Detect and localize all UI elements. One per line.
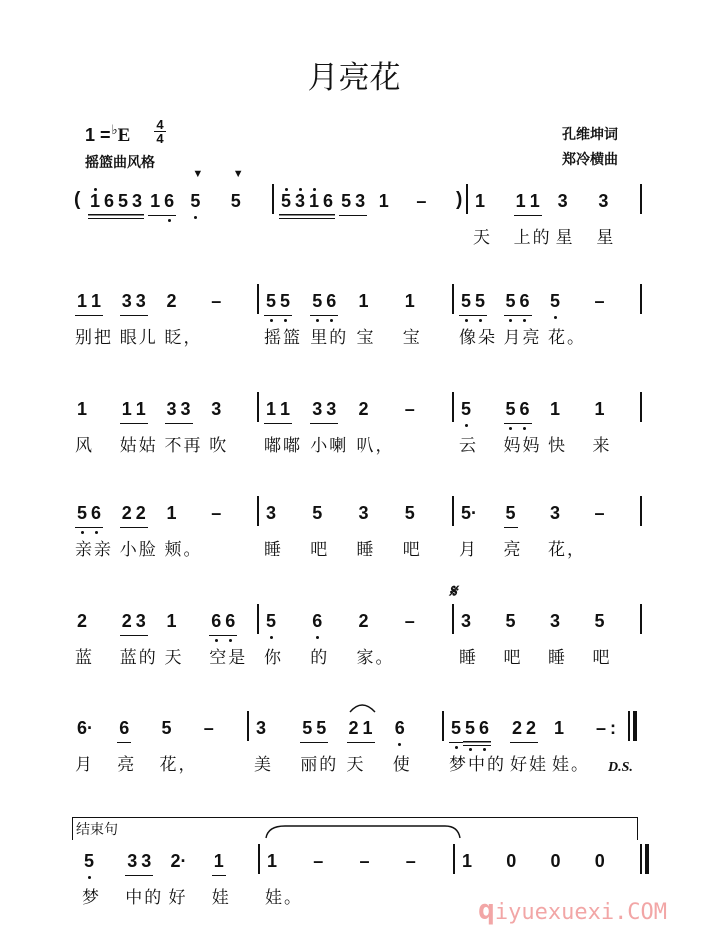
open-paren: ( <box>74 189 81 210</box>
note: 3 <box>550 611 561 631</box>
accent-mark-icon: ▼ <box>192 168 204 180</box>
note: 1 <box>89 290 103 316</box>
note: – <box>404 399 415 419</box>
note: 2 <box>120 502 134 528</box>
note: – <box>594 503 605 523</box>
lyric: 花， <box>548 540 586 560</box>
note: 2 <box>358 399 369 419</box>
note: – <box>416 191 427 211</box>
note: – <box>211 291 222 311</box>
note: 5 <box>505 611 516 631</box>
lyric: 睡 <box>548 648 567 668</box>
note: – <box>405 851 416 871</box>
note: 5 <box>548 290 562 316</box>
lyric: 睡 <box>459 648 478 668</box>
note: 1 <box>307 190 321 219</box>
lyric: 家。 <box>356 648 395 668</box>
note: 5 <box>75 502 89 528</box>
note: 5 <box>449 717 463 743</box>
note: 5 <box>279 190 293 219</box>
lyric: 摇篮 <box>264 328 302 348</box>
note: 1 <box>475 191 486 211</box>
note: 6 <box>89 502 103 528</box>
flat-sign: ♭ <box>111 122 118 137</box>
lyric: 颊。 <box>164 540 203 560</box>
note: 3 <box>120 290 134 316</box>
lyric: 好 <box>168 888 188 908</box>
note: 1 <box>264 398 278 424</box>
lyric: 宝 <box>402 328 422 348</box>
lyric: 姑姑 <box>119 436 158 456</box>
note: 5 <box>188 190 202 216</box>
note: 5 <box>230 191 241 211</box>
note: – <box>211 503 222 523</box>
note: 5 <box>463 717 477 746</box>
note: 5 <box>504 290 518 316</box>
note: 6 <box>321 190 335 219</box>
note: – <box>596 718 607 738</box>
note: 3 <box>134 610 148 636</box>
note: 3 <box>550 503 561 523</box>
note: 2 <box>77 611 88 631</box>
lyric: 小脸 <box>119 540 158 560</box>
lyric: 云 <box>459 436 478 456</box>
lyric: 月 <box>459 540 478 560</box>
lyric: 别把 <box>75 328 113 348</box>
note: 3 <box>179 398 193 424</box>
lyric: 亲亲 <box>75 540 113 560</box>
time-top: 4 <box>156 117 164 132</box>
lyric: 梦 <box>82 888 101 908</box>
note: 5 <box>473 290 487 316</box>
lyric: 花。 <box>548 328 586 348</box>
note: 3 <box>139 850 153 876</box>
note: 3 <box>130 190 144 219</box>
note: 5 <box>504 398 518 424</box>
note: 6 <box>209 610 223 636</box>
note: 1 <box>550 399 561 419</box>
time-bottom: 4 <box>156 131 164 146</box>
lyric: 上的 <box>513 228 552 248</box>
note: 2· <box>170 851 187 871</box>
note: 3 <box>293 190 307 219</box>
lyric: 花， <box>159 755 198 775</box>
lyric: 娃 <box>211 888 231 908</box>
lyric: 吧 <box>310 540 330 560</box>
lyric: 嘟嘟 <box>264 436 302 456</box>
lyric: 吧 <box>503 648 523 668</box>
slur-2-1 <box>350 705 375 712</box>
lyric: 妈妈 <box>503 436 542 456</box>
note: 5 <box>314 717 328 743</box>
note: 6 <box>102 190 116 219</box>
note: 1 <box>404 291 415 311</box>
note: 0 <box>506 851 517 871</box>
note: 1 <box>148 190 162 216</box>
note: 1 <box>166 503 177 523</box>
lyric: 吹 <box>209 436 229 456</box>
note: 1 <box>267 851 278 871</box>
note: 6 <box>223 610 237 636</box>
lyric: 眨， <box>164 328 203 348</box>
note: 3 <box>125 850 139 876</box>
lyric: 天 <box>164 648 184 668</box>
note: 6 <box>117 717 131 743</box>
lyric: 星 <box>596 228 616 248</box>
note: 3 <box>211 399 222 419</box>
note: 5 <box>339 190 353 216</box>
song-title: 月亮花 <box>307 60 401 96</box>
lyric: 你 <box>264 648 283 668</box>
watermark-q: q <box>478 893 495 926</box>
lyric: 星 <box>555 228 575 248</box>
note: 1 <box>462 851 473 871</box>
note: 1 <box>378 191 389 211</box>
note: 3 <box>461 611 472 631</box>
note: – <box>404 611 415 631</box>
note: 5 <box>82 850 96 876</box>
lyric: 亮 <box>117 755 137 775</box>
note: 3 <box>324 398 338 424</box>
composer-credit: 郑冷横曲 <box>562 152 618 168</box>
note: 5 <box>459 398 473 424</box>
note: 1 <box>75 290 89 316</box>
lyricist-credit: 孔维坤词 <box>562 127 618 143</box>
lyric: 来 <box>592 436 612 456</box>
note: 2 <box>358 611 369 631</box>
lyric: 眼儿 <box>119 328 158 348</box>
style-marking: 摇篮曲风格 <box>85 155 155 171</box>
lyric: 的 <box>310 648 330 668</box>
lyric: 使 <box>392 755 412 775</box>
note: 5 <box>312 503 323 523</box>
note: 1 <box>514 190 528 216</box>
lyric: 蓝的 <box>119 648 158 668</box>
note: 6 <box>393 717 407 743</box>
lyric: 天 <box>473 228 492 248</box>
lyric: 中的 <box>125 888 164 908</box>
note: 3 <box>557 191 568 211</box>
lyric: 丽的 <box>300 755 339 775</box>
lyric: 空是 <box>209 648 248 668</box>
note: 5 <box>459 290 473 316</box>
note: 1 <box>278 398 292 424</box>
watermark-text: iyuexuexi.COM <box>494 900 668 925</box>
note: 1 <box>594 399 605 419</box>
note: : <box>610 718 617 738</box>
lyric: 快 <box>548 436 567 456</box>
lyric: 好娃 <box>510 755 548 775</box>
lyric: 吧 <box>592 648 612 668</box>
note: 2 <box>524 717 538 743</box>
note: 3 <box>165 398 179 424</box>
note: 3 <box>598 191 609 211</box>
note: 1 <box>212 850 226 876</box>
key-prefix: 1 = <box>85 125 111 145</box>
lyric: 美 <box>254 755 273 775</box>
note: 3 <box>134 290 148 316</box>
lyric: 风 <box>75 436 94 456</box>
lyric: 睡 <box>264 540 283 560</box>
note: 3 <box>266 503 277 523</box>
note: 5 <box>116 190 130 219</box>
note: 3 <box>256 718 267 738</box>
lyric: 梦中的 <box>449 755 506 775</box>
note: 6 <box>324 290 338 316</box>
accent-mark-icon: ▼ <box>232 168 244 180</box>
lyric: 月亮 <box>503 328 542 348</box>
note: 5 <box>504 502 518 528</box>
note: 2 <box>510 717 524 743</box>
note: 5 <box>300 717 314 743</box>
lyric: 不再 <box>164 436 203 456</box>
note: 0 <box>550 851 561 871</box>
note: 5 <box>278 290 292 316</box>
note: 2 <box>134 502 148 528</box>
ending-label: 结束句 <box>76 822 118 838</box>
note: 6 <box>162 190 176 216</box>
note: 2 <box>166 291 177 311</box>
close-paren: ) <box>456 189 463 210</box>
key-note: E <box>117 125 131 146</box>
lyric: 月 <box>75 755 94 775</box>
note: 1 <box>528 190 542 216</box>
note: 2 <box>347 717 361 743</box>
lyric: 蓝 <box>75 648 94 668</box>
note: 5 <box>161 718 172 738</box>
note: 1 <box>361 717 375 743</box>
note: 6 <box>518 290 532 316</box>
lyric: 里的 <box>310 328 349 348</box>
note: 1 <box>88 190 102 219</box>
note: 1 <box>358 291 369 311</box>
note: – <box>359 851 370 871</box>
tie-1-1 <box>266 826 460 838</box>
note: – <box>313 851 324 871</box>
note: 5· <box>461 503 478 523</box>
lyric: 亮 <box>503 540 523 560</box>
note: 3 <box>358 503 369 523</box>
lyric: 小喇 <box>310 436 349 456</box>
note: – <box>203 718 214 738</box>
lyric: 吧 <box>402 540 422 560</box>
note: 1 <box>77 399 88 419</box>
note: 6 <box>310 610 324 636</box>
note: 6 <box>477 717 491 746</box>
note: 0 <box>594 851 605 871</box>
note: 1 <box>554 718 565 738</box>
note: 1 <box>166 611 177 631</box>
segno-sign: 𝄋 <box>449 581 457 602</box>
note: 1 <box>120 398 134 424</box>
note: 5 <box>264 290 278 316</box>
dal-segno-marking: D.S. <box>608 760 633 775</box>
lyric: 宝 <box>356 328 376 348</box>
lyric: 睡 <box>356 540 376 560</box>
note: 5 <box>264 610 278 636</box>
lyric: 娃。 <box>552 755 590 775</box>
note: 5 <box>404 503 415 523</box>
note: 6· <box>77 718 94 738</box>
lyric: 叭， <box>356 436 395 456</box>
note: 1 <box>134 398 148 424</box>
note: 3 <box>353 190 367 216</box>
note: 2 <box>120 610 134 636</box>
lyric: 像朵 <box>459 328 497 348</box>
note: – <box>594 291 605 311</box>
note: 6 <box>518 398 532 424</box>
note: 5 <box>310 290 324 316</box>
lyric: 天 <box>346 755 366 775</box>
note: 5 <box>594 611 605 631</box>
note: 3 <box>310 398 324 424</box>
lyric: 娃。 <box>265 888 303 908</box>
